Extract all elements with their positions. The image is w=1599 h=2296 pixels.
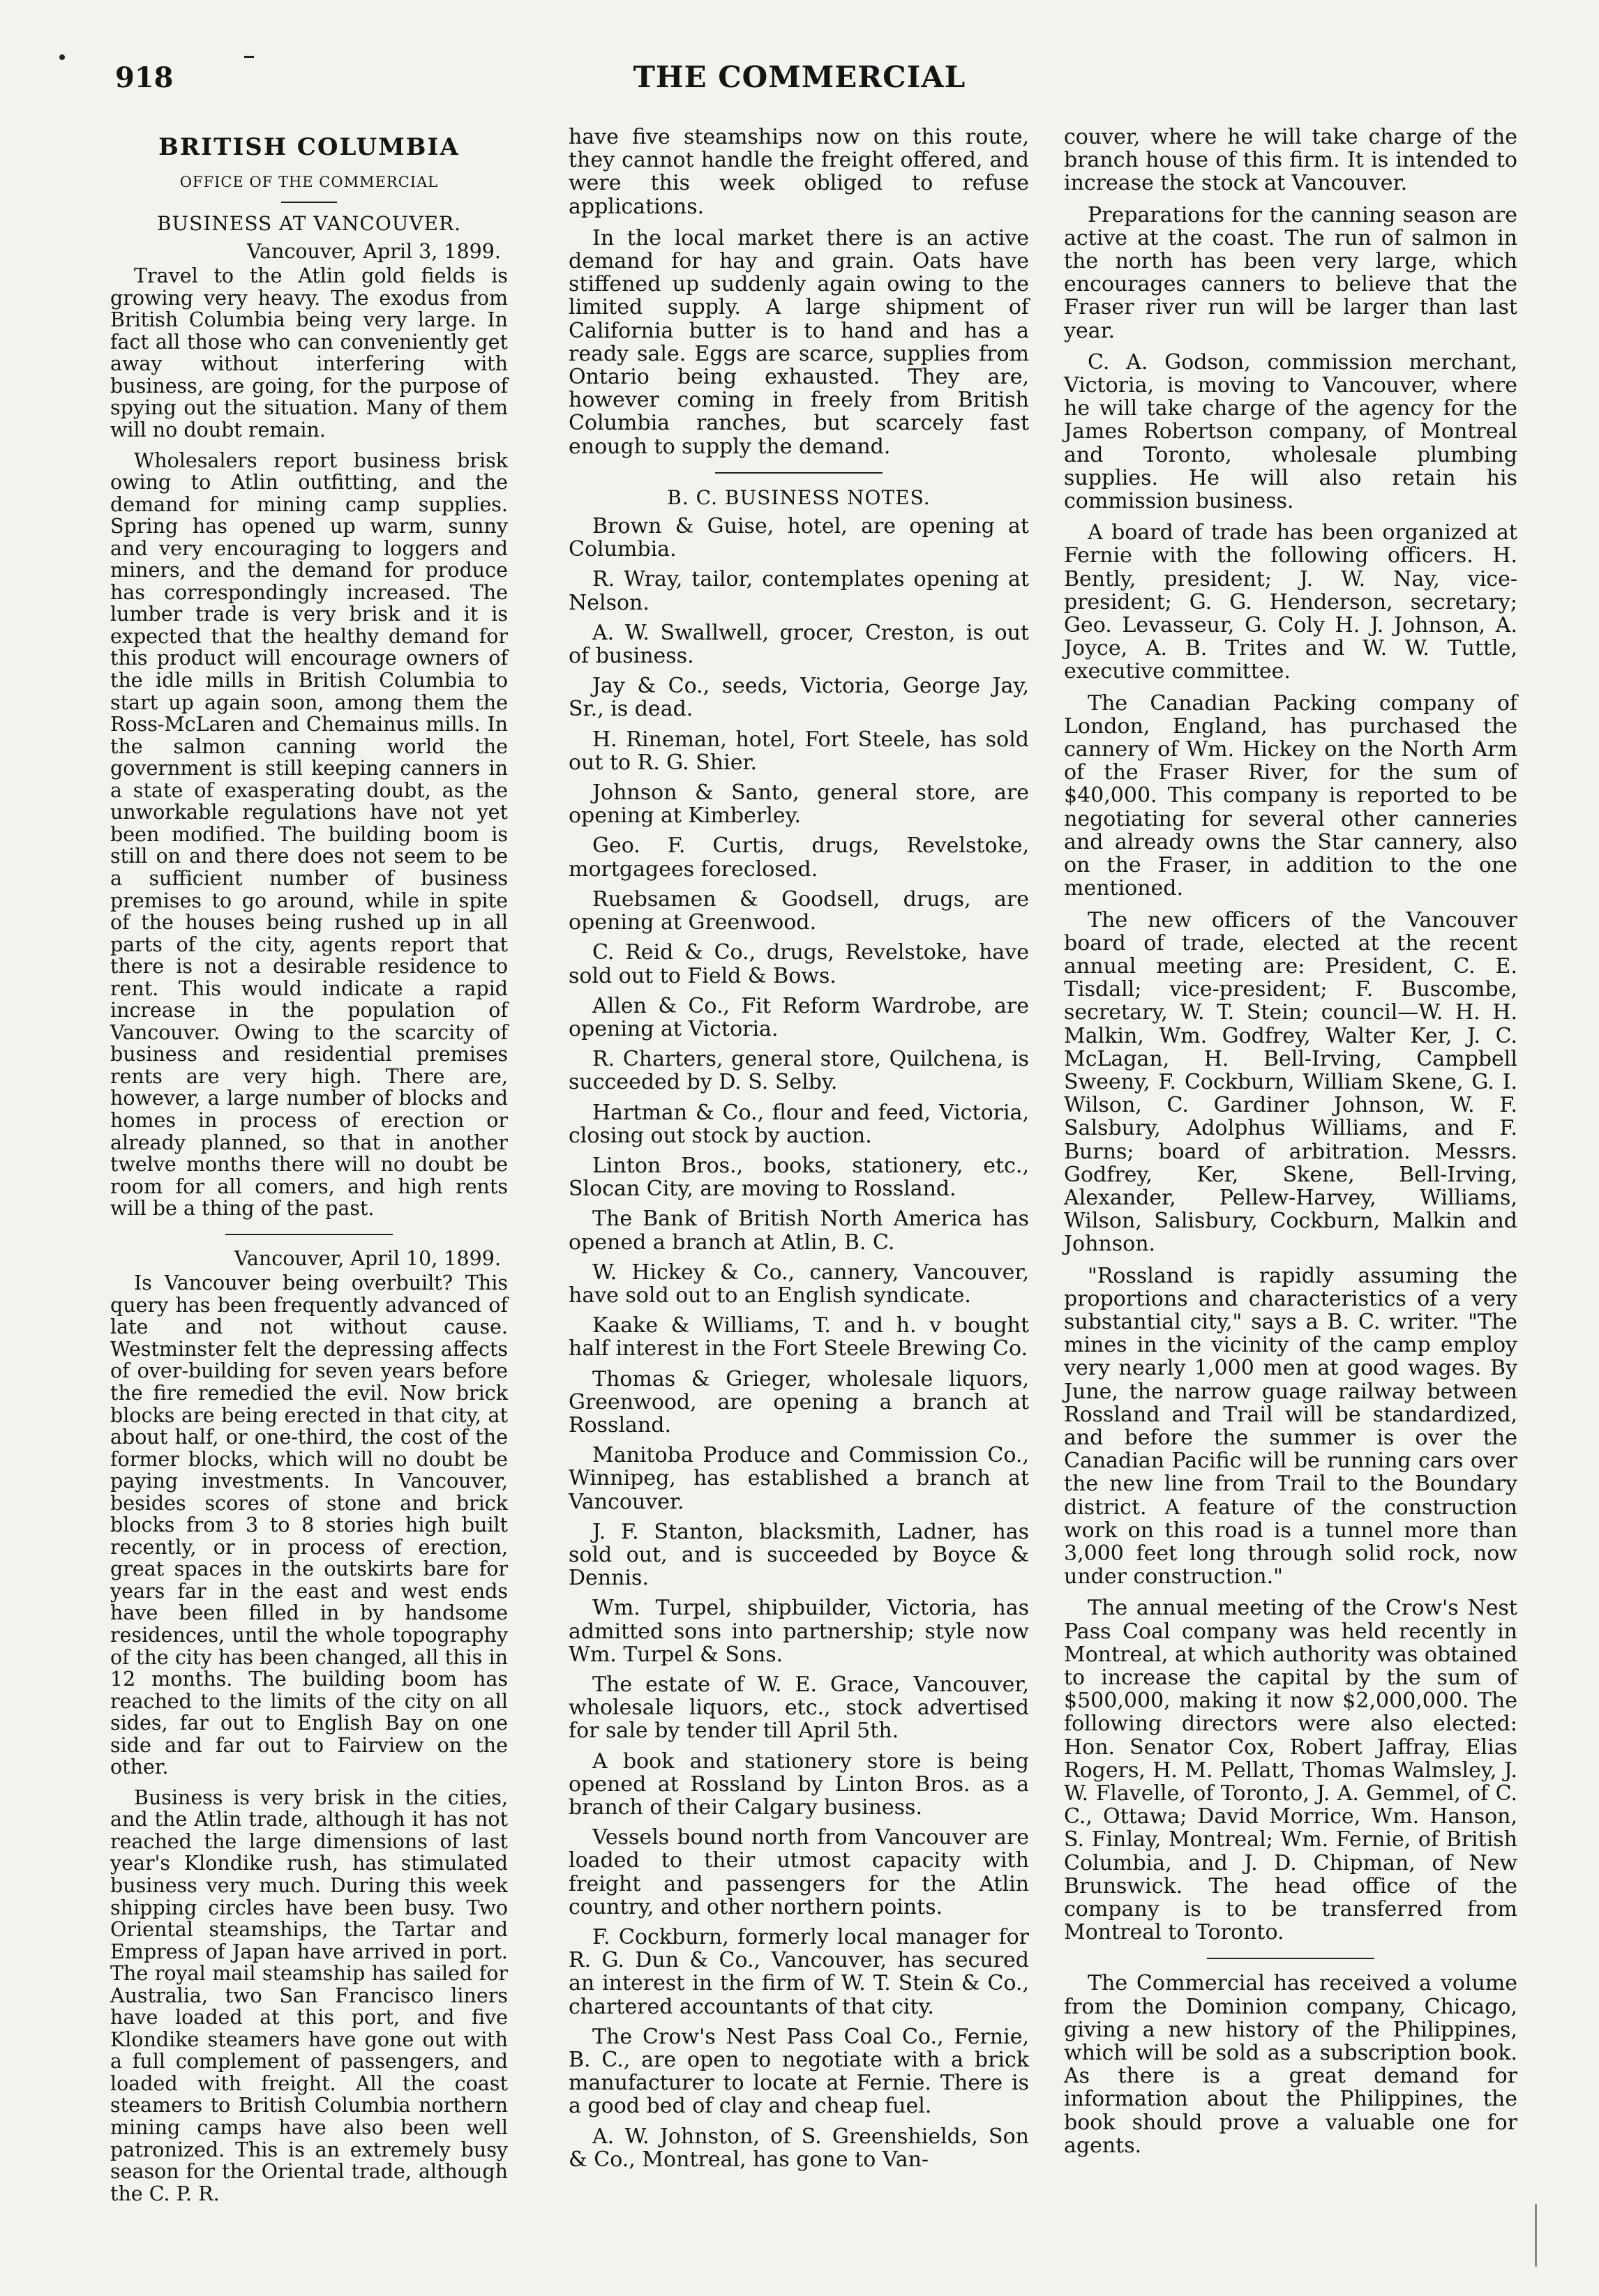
edge-mark [1535, 2204, 1537, 2267]
business-note: Wm. Turpel, shipbuilder, Victoria, has admitted sons into partnership; style now Wm. Turpel & Sons. [569, 1596, 1029, 1667]
business-note: R. Charters, general store, Quilchena, is succeeded by D. S. Selby. [569, 1047, 1029, 1095]
business-note: Geo. F. Curtis, drugs, Revelstoke, mortgagees foreclosed. [569, 833, 1029, 882]
closing-notice: The Commercial has received a volume from the Dominion company, Chicago, giving a new history of the Philippines, which will be sold as a subscription book. As there is a great demand for information about the Philippines, the book should prove a valuable one for agents. [1064, 1971, 1517, 2158]
business-note: A. W. Swallwell, grocer, Creston, is out of business. [569, 620, 1029, 669]
article-paragraph: The annual meeting of the Crow's Nest Pass Coal company was held recently in Montreal, at which authority was obtained to increase the capital by the sum of $500,000, making it now $2,000,000. The following directors were also elected: Hon. Senator Cox, Robert Jaffray, Elias Rogers, H. M. Pellatt, Thomas Walmsley, J. W. Flavelle, of Toronto, J. A. Gemmel, of C. C., Ottawa; David Morrice, Wm. Hanson, S. Finlay, Montreal; Wm. Fernie, of British Columbia, and J. D. Chipman, of New Brunswick. The head office of the company is to be transferred from Montreal to Toronto. [1064, 1596, 1517, 1945]
business-note: A. W. Johnston, of S. Greenshields, Son & Co., Montreal, has gone to Van- [569, 2124, 1029, 2172]
business-note: Vessels bound north from Vancouver are loaded to their utmost capacity with freight and passengers for the Atlin country, and other northern points. [569, 1825, 1029, 1919]
business-note: J. F. Stanton, blacksmith, Ladner, has sold out, and is succeeded by Boyce & Dennis. [569, 1519, 1029, 1591]
divider [281, 202, 337, 203]
business-note: Hartman & Co., flour and feed, Victoria, closing out stock by auction. [569, 1100, 1029, 1148]
section-heading: BRITISH COLUMBIA [158, 133, 460, 161]
article-paragraph: have five steamships now on this route, they cannot handle the freight offered, and were this week obliged to refuse applications. [569, 125, 1029, 219]
column-3 [1064, 126, 1517, 2166]
notes-heading: B. C. BUSINESS NOTES. [667, 485, 931, 509]
business-note: The Bank of British North America has opened a branch at Atlin, B. C. [569, 1207, 1029, 1255]
column-2 [569, 126, 1029, 2178]
office-line: OFFICE OF THE COMMERCIAL [179, 173, 439, 190]
article-paragraph: couver, where he will take charge of the branch house of this firm. It is intended to increase the stock at Vancouver. [1064, 125, 1517, 196]
business-note: Linton Bros., books, stationery, etc., Slocan City, are moving to Rossland. [569, 1153, 1029, 1202]
article-paragraph: The Canadian Packing company of London, England, has purchased the cannery of Wm. Hickey on the North Arm of the Fraser River, for the sum of $40,000. This company is reported to be negotiating for several other canneries and already owns the Star cannery, also on the Fraser, in addition to the one mentioned. [1064, 690, 1517, 901]
business-note: R. Wray, tailor, contemplates opening at Nelson. [569, 567, 1029, 615]
article-paragraph: Travel to the Atlin gold fields is growing very heavy. The exodus from British Columbia being very large. In fact all those who can conveniently get away without interfering with business, are going, for the purpose of spying out the situation. Many of them will no doubt remain. [110, 264, 508, 442]
divider [715, 472, 883, 474]
business-note: Ruebsamen & Goodsell, drugs, are opening at Greenwood. [569, 886, 1029, 935]
page-number: 918 [115, 61, 174, 94]
article-paragraph: In the local market there is an active demand for hay and grain. Oats have stiffened up suddenly again owing to the limited supply. A large shipment of California butter is to hand and has a ready sale. Eggs are scarce, supplies from Ontario being exhausted. They are, however coming in freely from British Columbia ranches, but scarcely fast enough to supply the demand. [569, 225, 1029, 459]
business-note: Johnson & Santo, general store, are opening at Kimberley. [569, 780, 1029, 829]
business-note: Thomas & Grieger, wholesale liquors, Greenwood, are opening a branch at Rossland. [569, 1366, 1029, 1437]
divider [225, 1234, 393, 1235]
business-note: The estate of W. E. Grace, Vancouver, wholesale liquors, etc., stock advertised for sale by tender till April 5th. [569, 1672, 1029, 1744]
business-note: The Crow's Nest Pass Coal Co., Fernie, B. C., are open to negotiate with a brick manufacturer to locate at Fernie. There is a good bed of clay and cheap fuel. [569, 2024, 1029, 2119]
corner-mark [59, 54, 65, 60]
business-note: F. Cockburn, formerly local manager for R. G. Dun & Co., Vancouver, has secured an interest in the firm of W. T. Stein & Co., chartered accountants of that city. [569, 1925, 1029, 2019]
divider [1207, 1958, 1374, 1959]
dateline: Vancouver, April 3, 1899. [247, 239, 501, 263]
article-paragraph: Is Vancouver being overbuilt? This query has been frequently advanced of late and not without cause. Westminster felt the depressing affects of over-building for seven years before the fire remedied the evil. Now brick blocks are being erected in that city, at about half, or one-third, the cost of the former blocks, which will no doubt be paying investments. In Vancouver, besides scores of stone and brick blocks from 3 to 8 stories high built recently, or in process of erection, great spaces in the outskirts bare for years far in the east and west ends have been filled in by handsome residences, until the whole topography of the city has been changed, all this in 12 months. The building boom has reached to the limits of the city on all sides, far out to English Bay on one side and far out to Fairview on the other. [110, 1271, 508, 1779]
business-note: Brown & Guise, hotel, are opening at Columbia. [569, 514, 1029, 562]
article-paragraph: "Rossland is rapidly assuming the proportions and characteristics of a very substantial city," says a B. C. writer. "The mines in the vicinity of the camp employ very nearly 1,000 men at good wages. By June, the narrow guage railway between Rossland and Trail will be standardized, and before the summer is over the Canadian Pacific will be running cars over the new line from Trail to the Boundary district. A feature of the construction work on this road is a tunnel more than 3,000 feet long through solid rock, now under construction." [1064, 1263, 1517, 1589]
article-paragraph: Business is very brisk in the cities, and the Atlin trade, although it has not reached the large dimensions of last year's Klondike rush, has stimulated business very much. During this week shipping circles have been busy. Two Oriental steamships, the Tartar and Empress of Japan have arrived in port. The royal mail steamship has sailed for Australia, two San Francisco liners have loaded at this port, and five Klondike steamers have gone out with a full complement of passengers, and loaded with freight. All the coast steamers to British Columbia northern mining camps have also been well patronized. This is an extremely busy season for the Oriental trade, although the C. P. R. [110, 1785, 508, 2205]
article-paragraph: C. A. Godson, commission merchant, Victoria, is moving to Vancouver, where he will take charge of the agency for the James Robertson company, of Montreal and Toronto, wholesale plumbing supplies. He will also retain his commission business. [1064, 349, 1517, 514]
dateline: Vancouver, April 10, 1899. [234, 1246, 501, 1270]
article-paragraph: Wholesalers report business brisk owing to Atlin outfitting, and the demand for mining camp supplies. Spring has opened up warm, sunny and very encouraging to loggers and miners, and the demand for produce has correspondingly increased. The lumber trade is very brisk and it is expected that the healthy demand for this product will encourage owners of the idle mills in British Columbia to start up again soon, among them the Ross-McLaren and Chemainus mills. In the salmon canning world the government is still keeping canners in a state of exasperating doubt, as the unworkable regulations have not yet been modified. The building boom is still on and there does not seem to be a sufficient number of business premises to go around, while in spite of the houses being rushed up in all parts of the city, agents report that there is not a desirable residence to rent. This would indicate a rapid increase in the population of Vancouver. Owing to the scarcity of business and residential premises rents are very high. There are, however, a large number of blocks and homes in process of erection or already planned, so that in another twelve months there will no doubt be room for all comers, and high rents will be a thing of the past. [110, 448, 508, 1221]
business-note: Allen & Co., Fit Reform Wardrobe, are opening at Victoria. [569, 993, 1029, 1041]
business-note: A book and stationery store is being opened at Rossland by Linton Bros. as a branch of their Calgary business. [569, 1749, 1029, 1820]
business-note: C. Reid & Co., drugs, Revelstoke, have sold out to Field & Bows. [569, 940, 1029, 988]
business-note: W. Hickey & Co., cannery, Vancouver, have sold out to an English syndicate. [569, 1260, 1029, 1308]
article-paragraph: A board of trade has been organized at Fernie with the following officers. H. Bently, president; J. W. Nay, vice-president; G. G. Henderson, secretary; Geo. Levasseur, G. Coly H. J. Johnson, A. Joyce, A. B. Trites and W. W. Tuttle, executive committee. [1064, 520, 1517, 684]
corner-mark [244, 56, 254, 58]
business-note: Manitoba Produce and Commission Co., Winnipeg, has established a branch at Vancouver. [569, 1443, 1029, 1514]
article-paragraph: The new officers of the Vancouver board of trade, elected at the recent annual meeting are: President, C. E. Tisdall; vice-president; F. Buscombe, secretary, W. T. Stein; council—W. H. H. Malkin, Wm. Godfrey, Walter Ker, J. C. McLagan, H. Bell-Irving, Campbell Sweeny, F. Cockburn, William Skene, G. I. Wilson, C. Gardiner Johnson, W. F. Salsbury, Adolphus Williams, and F. Burns; board of arbitration. Messrs. Godfrey, Ker, Skene, Bell-Irving, Alexander, Pellew-Harvey, Williams, Wilson, Salisbury, Cockburn, Malkin and Johnson. [1064, 907, 1517, 1257]
article-paragraph: Preparations for the canning season are active at the coast. The run of salmon in the north has been very large, which encourages canners to believe that the Fraser river run will be larger than last year. [1064, 202, 1517, 343]
business-note: H. Rineman, hotel, Fort Steele, has sold out to R. G. Shier. [569, 727, 1029, 775]
masthead-title: THE COMMERCIAL [633, 60, 966, 94]
business-note: Jay & Co., seeds, Victoria, George Jay, Sr., is dead. [569, 674, 1029, 722]
business-notes-list [569, 515, 1029, 2171]
column-1 [110, 126, 508, 2213]
article-heading: BUSINESS AT VANCOUVER. [156, 212, 462, 236]
business-note: Kaake & Williams, T. and h. v bought half interest in the Fort Steele Brewing Co. [569, 1313, 1029, 1361]
